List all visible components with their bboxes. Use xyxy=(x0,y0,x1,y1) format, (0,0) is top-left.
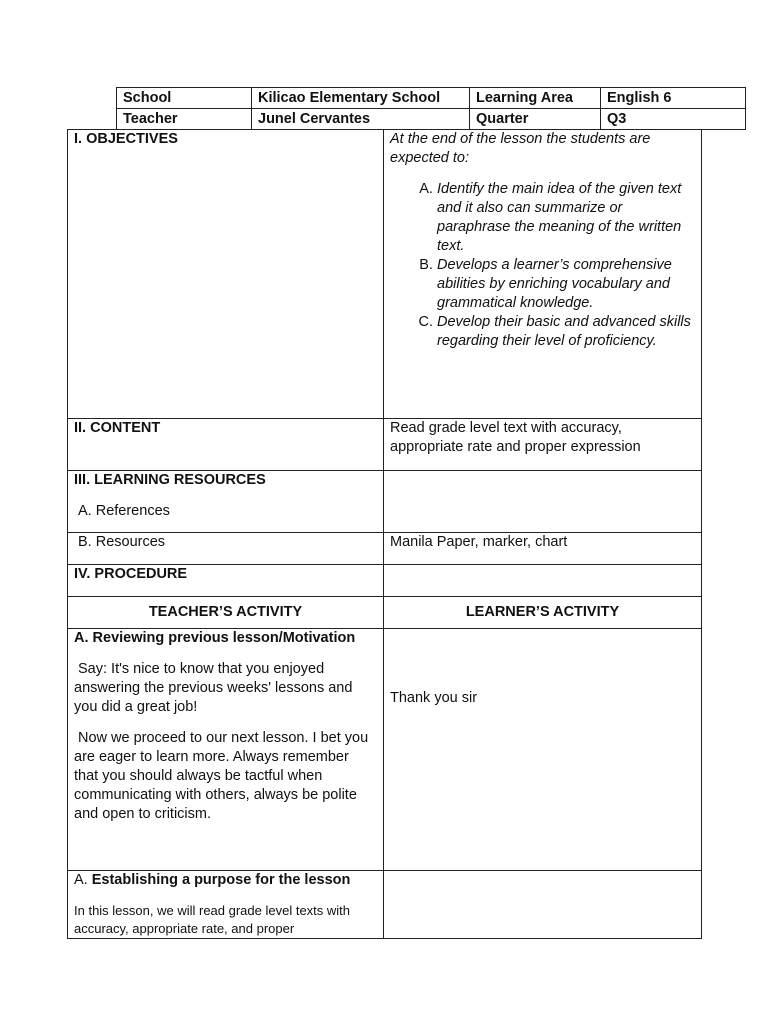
procedure-empty xyxy=(384,565,702,597)
objectives-intro: At the end of the lesson the students are expected to: xyxy=(390,131,651,166)
references-label: A. References xyxy=(78,503,170,519)
review-heading: A. Reviewing previous lesson/Motivation xyxy=(74,630,356,646)
objectives-list xyxy=(390,180,695,351)
content-row xyxy=(68,419,702,471)
resources-label: B. Resources xyxy=(68,533,384,565)
header-table xyxy=(116,87,746,130)
objective-item: B. Develops a learner’s comprehensive abilities by enriching vocabulary and grammatical knowledge. xyxy=(437,256,695,313)
review-para-1: Say: It's nice to know that you enjoyed answering the previous weeks' lessons and you did a great job! xyxy=(74,661,353,715)
review-learner-response: Thank you sir xyxy=(384,629,702,871)
resources-row xyxy=(68,471,702,533)
purpose-heading-line xyxy=(74,871,377,890)
objective-item: C. Develop their basic and advanced skills regarding their level of proficiency. xyxy=(437,313,695,351)
activity-header-row xyxy=(68,597,702,629)
purpose-row xyxy=(68,871,702,939)
resources-cell xyxy=(68,471,384,533)
purpose-heading: Establishing a purpose for the lesson xyxy=(91,872,351,888)
purpose-text: In this lesson, we will read grade level texts with accuracy, appropriate rate, and proper xyxy=(74,903,351,936)
purpose-teacher-cell xyxy=(68,871,384,939)
objectives-heading: I. OBJECTIVES xyxy=(68,130,384,419)
procedure-heading: IV. PROCEDURE xyxy=(68,565,384,597)
learning-area-value: English 6 xyxy=(601,88,746,109)
teacher-value: Junel Cervantes xyxy=(252,109,470,130)
review-teacher-cell xyxy=(68,629,384,871)
lesson-plan-table xyxy=(67,129,702,939)
learner-activity-header: LEARNER’S ACTIVITY xyxy=(384,597,702,629)
resources-value: Manila Paper, marker, chart xyxy=(384,533,702,565)
learning-area-label: Learning Area xyxy=(470,88,601,109)
objective-item: A. Identify the main idea of the given text and it also can summarize or paraphrase the meaning of the written text. xyxy=(437,180,695,256)
references-value xyxy=(384,471,702,533)
teacher-activity-header: TEACHER’S ACTIVITY xyxy=(68,597,384,629)
quarter-value: Q3 xyxy=(601,109,746,130)
quarter-label: Quarter xyxy=(470,109,601,130)
resources-heading: III. LEARNING RESOURCES xyxy=(74,472,266,488)
school-value: Kilicao Elementary School xyxy=(252,88,470,109)
review-row xyxy=(68,629,702,871)
review-para-2: Now we proceed to our next lesson. I bet you are eager to learn more. Always remember that you should always be tactful when communicating with others, always be polite and open to criticism. xyxy=(74,730,369,822)
objectives-cell xyxy=(384,130,702,419)
objectives-row xyxy=(68,130,702,419)
content-text: Read grade level text with accuracy, appropriate rate and proper expression xyxy=(384,419,702,471)
teacher-label: Teacher xyxy=(117,109,252,130)
resources-b-row xyxy=(68,533,702,565)
content-heading: II. CONTENT xyxy=(68,419,384,471)
procedure-row xyxy=(68,565,702,597)
purpose-prefix: A. xyxy=(74,872,92,888)
purpose-learner-cell xyxy=(384,871,702,939)
school-label: School xyxy=(117,88,252,109)
